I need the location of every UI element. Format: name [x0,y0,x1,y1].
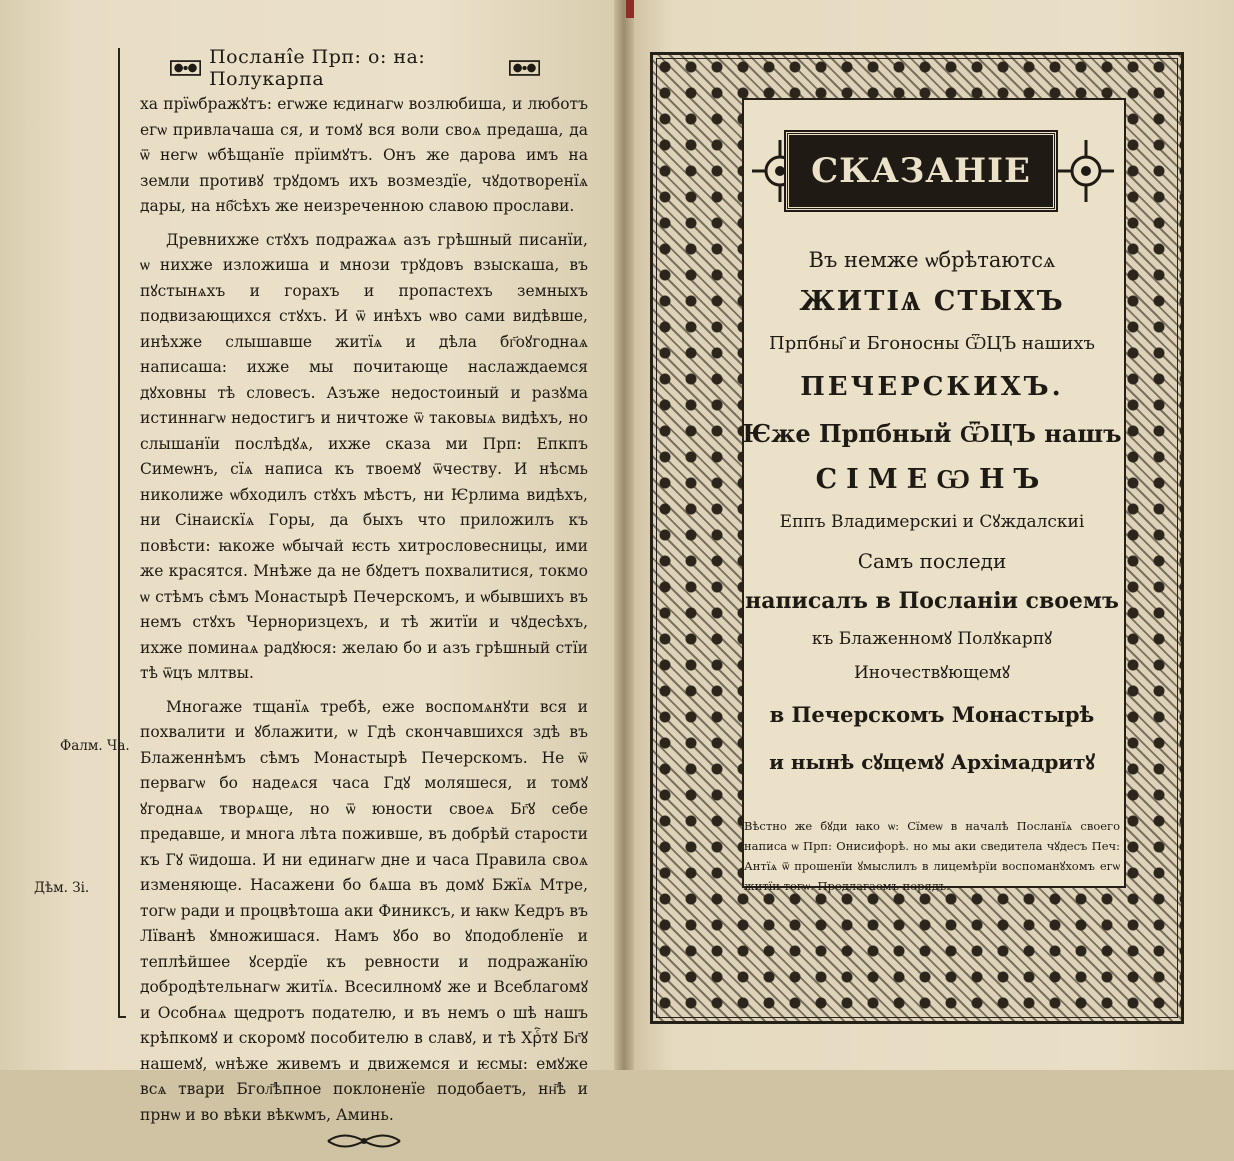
marginal-note: Фалм. Ча. [60,738,130,754]
ribbon-bookmark [626,0,634,18]
title-line: ЖИТІѦ СТЫХЪ [799,286,1065,317]
header-ornament-icon [509,57,540,79]
tailpiece [140,1130,588,1161]
margin-rule-end [118,1016,126,1018]
marginal-note: Дѣм. Зі. [34,880,90,896]
title-line: и нынѣ сꙋщемꙋ Архімадритꙋ [769,750,1095,774]
paragraph: Древнихже стꙋхъ подражаѧ азъ грѣшный писанїи, ѡ нихже изложиша и мнози трꙋдовъ взыскаша, въ пꙋстынѧхъ и горахъ и пропастехъ земныхъ подвизающихся стꙋхъ. И ѿ инѣхъ ѡво сами видѣвше, инѣхже слышавше житїѧ и дѣла бг҃оꙋгоднаѧ написаша: ихже мы почитающе наслаждаемся дꙋховны тѣ словесъ. Азъже недостоиный и разꙋма истиннагѡ недостигъ и ничтоже ѿ таковыѧ видѣхъ, но слышанїи послѣдꙋѧ, ихже сказа ми Прп: Епкпъ Симеѡнъ, сїѧ написа къ твоемꙋ ѿчеству. И нѣсмь николиже ѡбходилъ стꙋхъ мѣстъ, ни Ѥрлима видѣхъ, ни Сінаискїѧ Горы, да быхъ что приложилъ къ повѣсти: ꙗкоже ѡбычай ѥсть хитрословесницы, ими же красятся. Мнѣже да не бꙋдетъ похвалитися, токмо ѡ стѣмъ сѣмъ Монастырѣ Печерскомъ, и ѡбывшихъ въ немъ стꙋхъ Черноризцехъ, и тѣ житїи и чꙋдесѣхъ, ихже поминаѧ радꙋюся: желаю бо и азъ грѣшный стїи тѣ ѿцъ млтвы. [140,230,588,682]
book-gutter [614,0,634,1070]
margin-rule [118,48,120,1018]
floral-ornament-icon [1054,136,1118,206]
title-line: Самъ последи [857,549,1007,573]
tailpiece-ornament-icon [324,1130,404,1152]
title-page-text [742,240,1122,784]
running-header-title: Послані̂е Прп: о: на: Полукарпа [209,46,426,90]
title-line: Иночествꙋющемꙋ [853,663,1011,683]
title-line: ПЕЧЕРСКИХЪ. [800,372,1064,402]
title-line: СІМЕѠНЪ [815,464,1049,495]
title-line: Въ немже ѡбрѣтаютсѧ [808,248,1056,272]
title-line: къ Блаженномꙋ Полꙋкарпꙋ [811,629,1053,649]
title-line: написалъ в Посланіи своемъ [745,588,1119,614]
title-line: Прпбны҄ и Бгоносны ѾЦЪ нашихъ [769,333,1095,354]
header-ornament-icon [170,57,201,79]
paragraph: ха прїѡбражꙋтъ: егѡже ѥдинагѡ возлюбиша, и люботъ егѡ привлачаша ся, и томꙋ вся воли своѧ предаша, да ѿ негѡ ѡбѣщанїе прїимꙋтъ. Онъ же дарова имъ на земли противꙋ трꙋдомъ ихъ возмездїе, чꙋдотворенїѧ дары, на нб҃сѣхъ же неизреченною славою прослави. [140,95,588,215]
title-page-note: Вѣстно же бꙋди ꙗко ѡ: Сїмеѡ в началѣ Посланїѧ своего написа ѡ Прп: Онисифорѣ. но мы аки сведитела чꙋдесъ Печ: Антїѧ ѿ прошенїи ꙋмыслилъ в лицемѣрїи воспоманꙋхомъ егѡ житїи тогѡ. Предлагаемъ порядъ. [744,819,1120,893]
title-line: Еппъ Владимерскиі и Сꙋждалскиі [779,512,1085,532]
running-header [170,46,540,90]
left-page-text [140,92,588,1161]
paragraph: Многаже тщанїѧ требѣ, еже воспомѧнꙋти вся и похвалити и ꙋблажити, ѡ Гдѣ скончавшихся здѣ въ Блаженнѣмъ сѣмъ Монастырѣ Печерскомъ. Не ѿ первагѡ бо надеѧся часа Гдꙋ моляшеся, и томꙋ ꙋгоднаѧ творѧще, но ѿ юности своеѧ Бг҃ꙋ себе предавше, и многа лѣта поживше, въ добрѣй старости къ Гꙋ ѿидоша. И ни единагѡ дне и часа Правила своѧ изменяюще. Насажени бо бѧша въ домꙋ Бжїѧ Мтре, тогѡ ради и процвѣтоша аки Финиксъ, и ꙗкѡ Кедръ въ Лїванѣ ꙋмножишася. Намъ ꙋбо во ꙋподобленїе и теплѣйшее ꙋсердїе къ ревности и подражанїю добродѣтельнагѡ житїѧ. Всесилномꙋ же и Всеблагомꙋ и Особнаѧ щедротъ подателю, и въ немъ о шѣ нашъ крѣпкомꙋ и скоромꙋ пособителю в славꙋ, и тѣ Хрⷭ҇тꙋ Бг҃ꙋ нашемꙋ, ѡнѣже живемъ и движемся и ѥсмы: емꙋже всѧ твари Бгол҃ѣпное поклоненїе подобаетъ, нн҃ѣ и прнѡ и во вѣки вѣкѡмъ, Аминь. [140,697,588,1124]
title-banner: СКАЗАНІЕ [786,132,1056,210]
title-line: в Печерскомъ Монастырѣ [769,702,1095,727]
title-line: Ѥже Прпбный ѾЦЪ нашъ [742,419,1122,448]
